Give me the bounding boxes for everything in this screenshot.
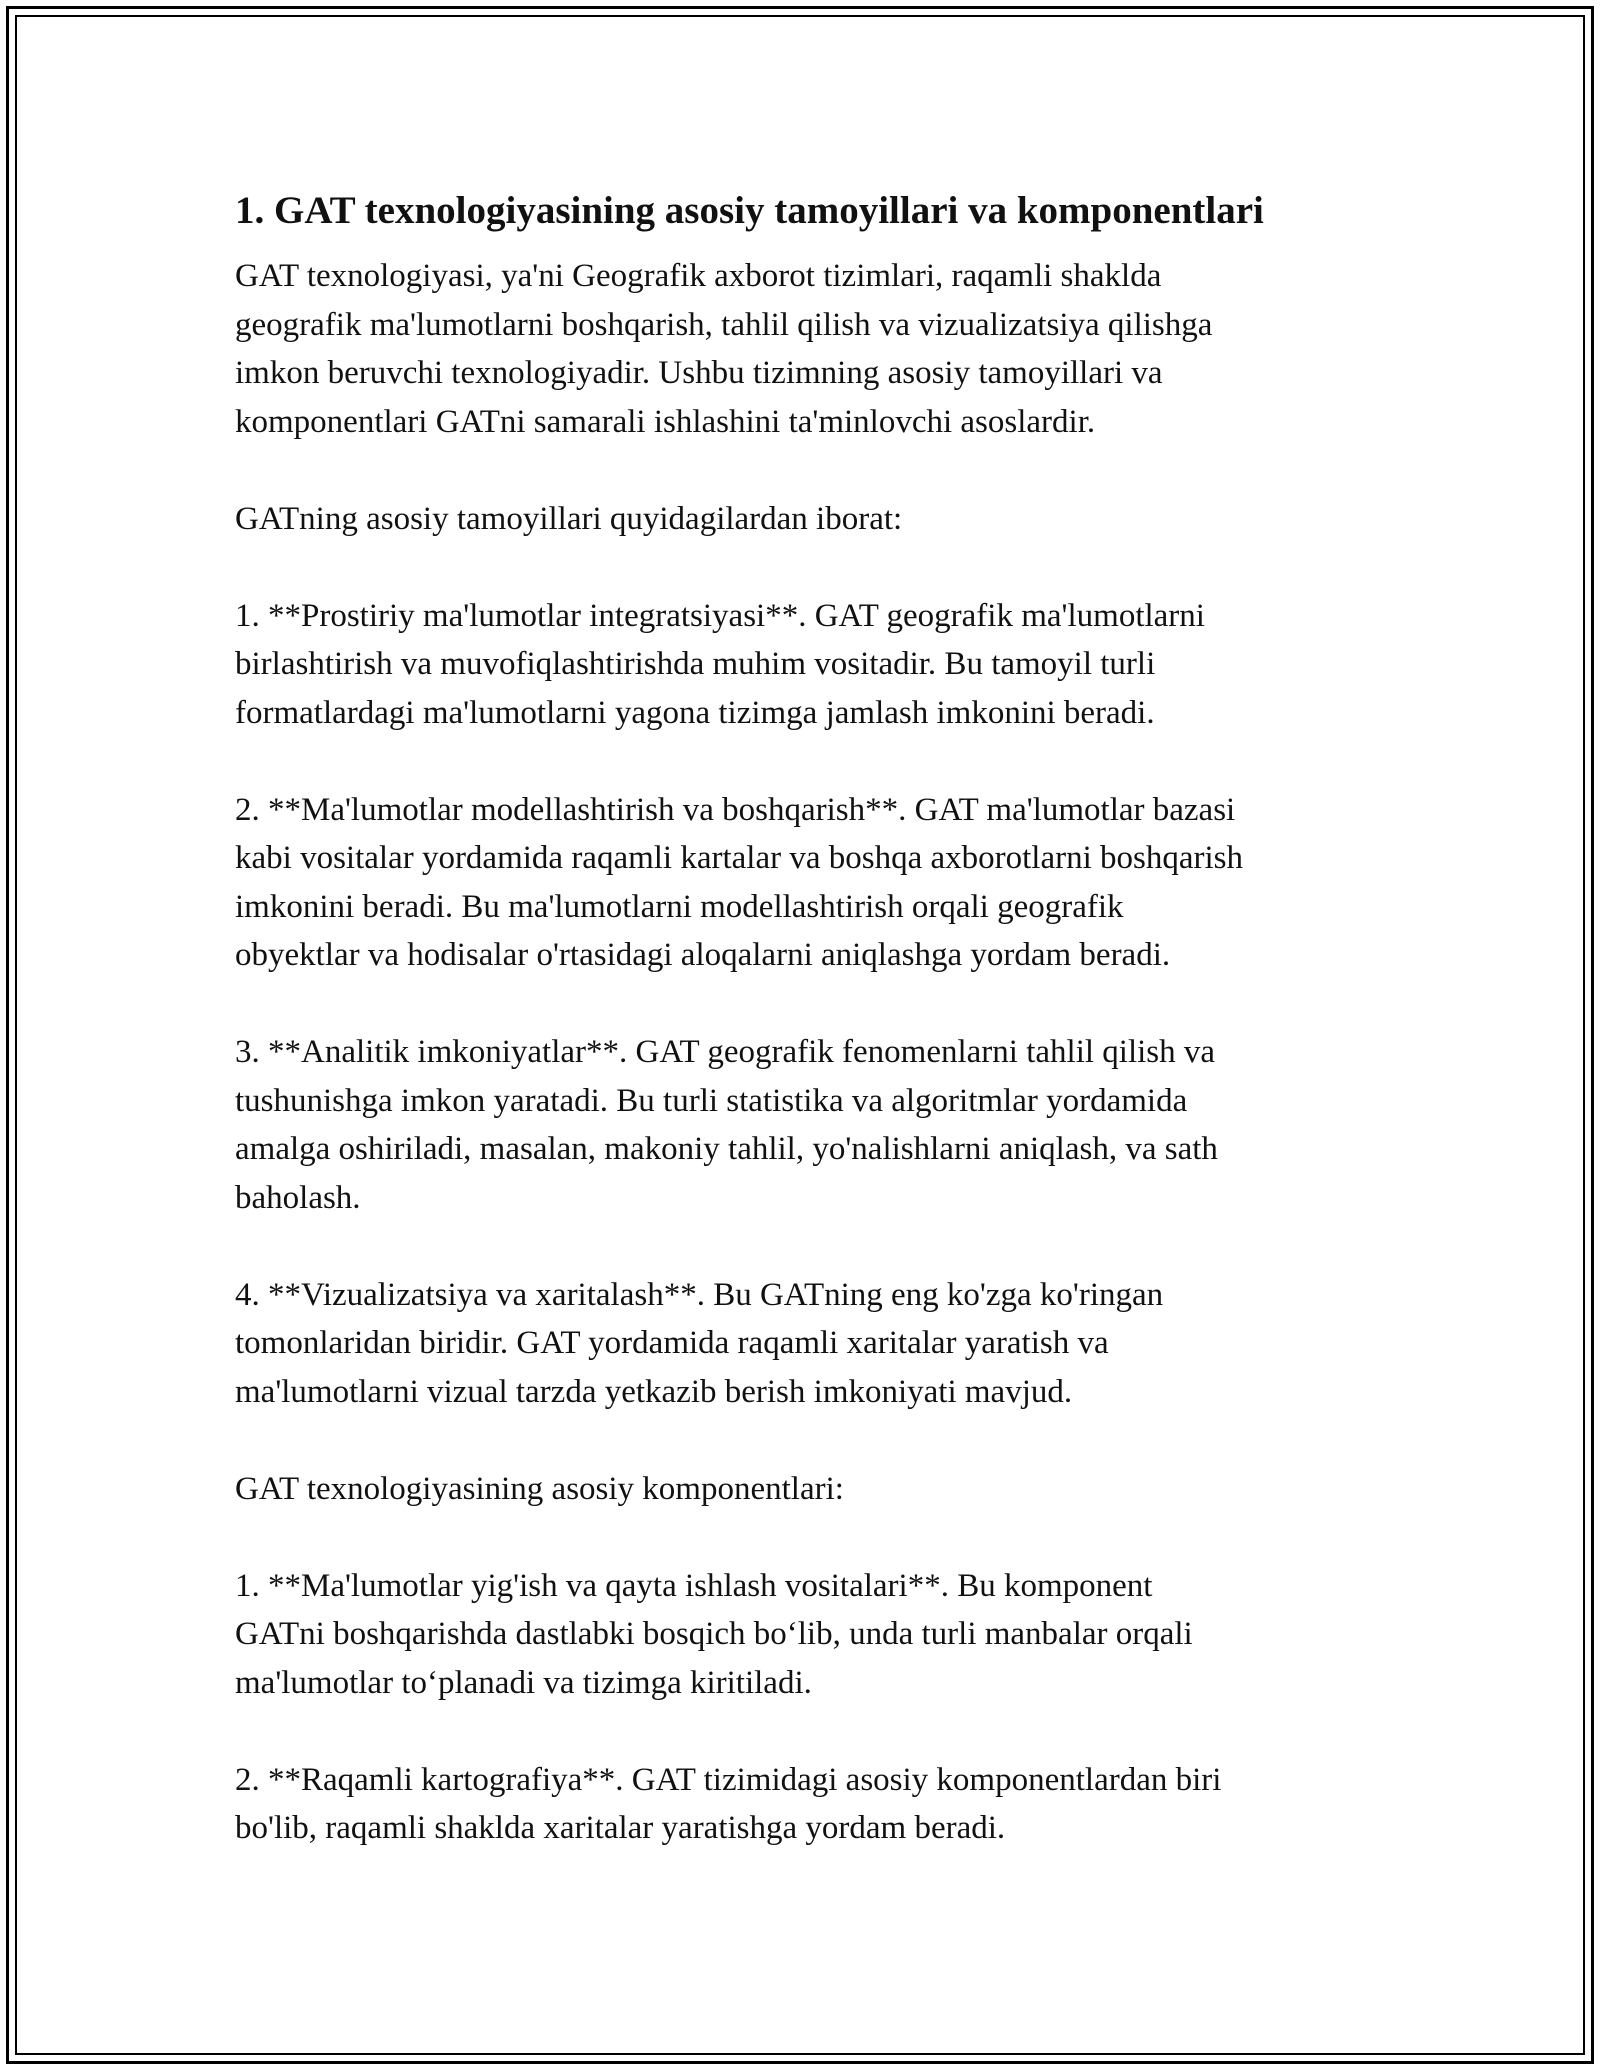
text-line: kabi vositalar yordamida raqamli kartalar va boshqa axborotlarni boshqarish <box>235 840 1244 876</box>
text-line: obyektlar va hodisalar o'rtasidagi aloqalarni aniqlashga yordam beradi. <box>235 937 1171 973</box>
text-line: tomonlaridan biridir. GAT yordamida raqamli xaritalar yaratish va <box>235 1325 1109 1361</box>
text-line: 2. **Raqamli kartografiya**. GAT tizimidagi asosiy komponentlardan biri <box>235 1761 1222 1798</box>
text-line: ma'lumotlarni vizual tarzda yetkazib berish imkoniyati mavjud. <box>235 1373 1073 1410</box>
text-line: bo'lib, raqamli shaklda xaritalar yaratishga yordam beradi. <box>235 1810 1006 1846</box>
paragraph-principles-heading <box>235 495 1375 544</box>
text-line: GAT texnologiyasining asosiy komponentlari: <box>235 1470 844 1507</box>
paragraph-intro <box>235 252 1375 446</box>
document-title: 1. GAT texnologiyasining asosiy tamoyillari va komponentlari <box>235 189 1264 232</box>
paragraph-principle-3 <box>235 1028 1375 1222</box>
paragraph-principle-4 <box>235 1271 1375 1417</box>
text-line: imkon beruvchi texnologiyadir. Ushbu tizimning asosiy tamoyillari va <box>235 355 1163 391</box>
paragraph-components-heading <box>235 1465 1375 1514</box>
paragraph-component-1 <box>235 1562 1375 1708</box>
text-line: GATning asosiy tamoyillari quyidagilardan iborat: <box>235 500 903 537</box>
text-line: 2. **Ma'lumotlar modellashtirish va boshqarish**. GAT ma'lumotlar bazasi <box>235 791 1236 828</box>
text-line: komponentlari GATni samarali ishlashini ta'minlovchi asoslardir. <box>235 403 1096 440</box>
paragraph-component-2 <box>235 1756 1375 1853</box>
text-line: ma'lumotlar to‘planadi va tizimga kiritiladi. <box>235 1664 812 1701</box>
text-line: GAT texnologiyasi, ya'ni Geografik axborot tizimlari, raqamli shaklda <box>235 258 1162 294</box>
text-line: 1. **Prostiriy ma'lumotlar integratsiyasi**. GAT geografik ma'lumotlarni <box>235 597 1205 634</box>
text-line: amalga oshiriladi, masalan, makoniy tahlil, yo'nalishlarni aniqlash, va sath <box>235 1131 1218 1167</box>
text-line: 4. **Vizualizatsiya va xaritalash**. Bu GATning eng ko'zga ko'ringan <box>235 1276 1164 1313</box>
text-line: birlashtirish va muvofiqlashtirishda muhim vositadir. Bu tamoyil turli <box>235 646 1156 682</box>
text-line: GATni boshqarishda dastlabki bosqich bo‘lib, unda turli manbalar orqali <box>235 1616 1193 1652</box>
paragraph-principle-2 <box>235 786 1375 980</box>
text-line: tushunishga imkon yaratadi. Bu turli statistika va algoritmlar yordamida <box>235 1082 1188 1119</box>
text-line: imkonini beradi. Bu ma'lumotlarni modellashtirish orqali geografik <box>235 888 1124 925</box>
text-line: 3. **Analitik imkoniyatlar**. GAT geografik fenomenlarni tahlil qilish va <box>235 1034 1216 1070</box>
document-body <box>235 186 1375 1901</box>
text-line: baholash. <box>235 1179 361 1216</box>
text-line: formatlardagi ma'lumotlarni yagona tizimga jamlash imkonini beradi. <box>235 694 1155 731</box>
text-line: 1. **Ma'lumotlar yig'ish va qayta ishlash vositalari**. Bu komponent <box>235 1567 1153 1604</box>
text-line: geografik ma'lumotlarni boshqarish, tahlil qilish va vizualizatsiya qilishga <box>235 306 1213 343</box>
paragraph-principle-1 <box>235 592 1375 738</box>
